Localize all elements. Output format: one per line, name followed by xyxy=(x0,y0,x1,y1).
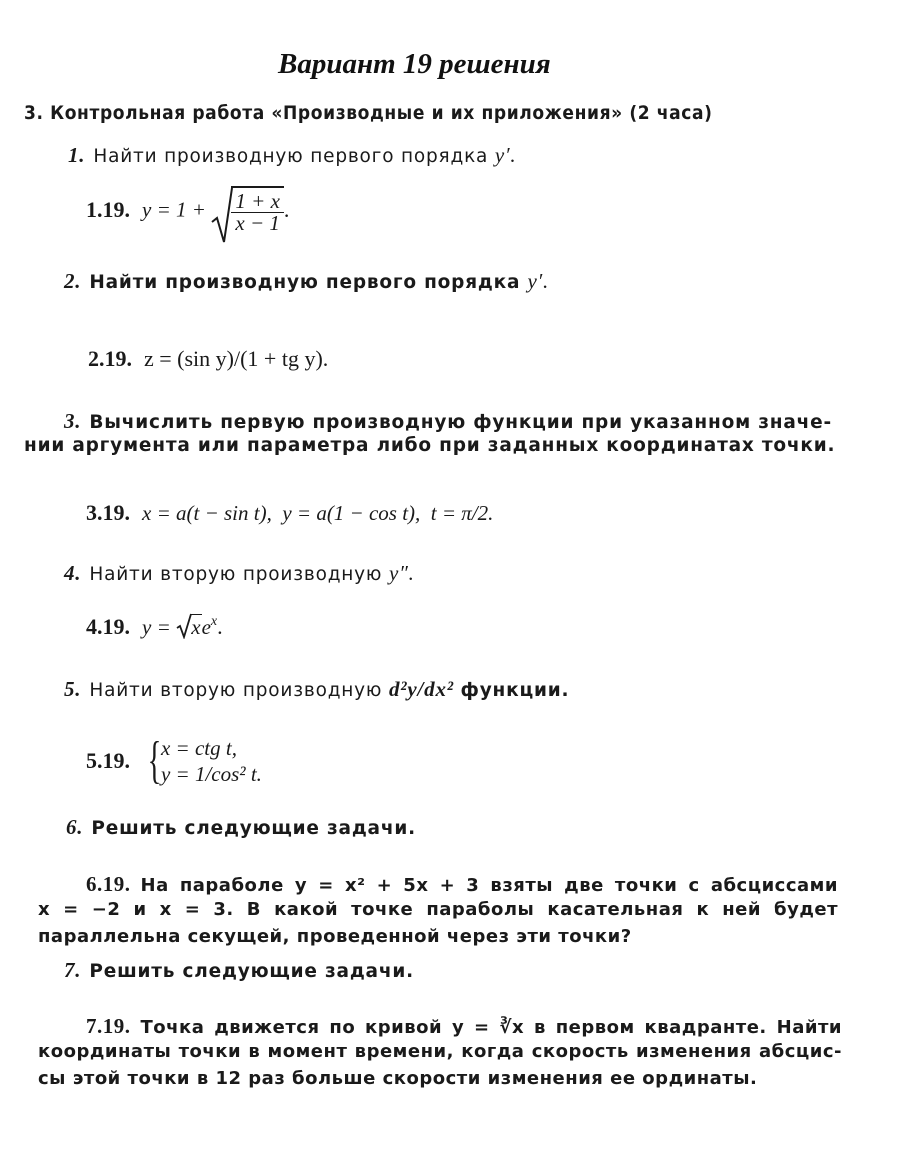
task-tail: функции. xyxy=(460,680,570,701)
task-6 xyxy=(66,817,416,839)
fraction-numerator: 1 + x xyxy=(231,191,284,213)
system-line-1: x = ctg t, xyxy=(160,736,237,760)
task-number: 7. xyxy=(64,958,82,982)
formula-exp-base: e xyxy=(201,615,211,639)
task-text: Решить следующие задачи. xyxy=(91,818,416,839)
problem-2-19 xyxy=(88,348,328,370)
task-5 xyxy=(64,679,569,701)
task-1 xyxy=(68,145,516,167)
problem-6-19-line-1 xyxy=(86,874,838,895)
problem-label: 3.19. xyxy=(86,500,130,525)
problem-label: 6.19. xyxy=(86,872,131,896)
problem-7-19-line-2 xyxy=(38,1043,842,1061)
problem-label: 1.19. xyxy=(86,197,130,222)
problem-5-19 xyxy=(86,732,262,790)
task-symbol: y′. xyxy=(494,143,517,167)
task-3-line-1 xyxy=(64,411,832,433)
task-number: 5. xyxy=(64,677,82,701)
task-symbol: d²y/dx² xyxy=(389,677,454,701)
equation-system xyxy=(161,735,262,788)
system-brace: { xyxy=(147,732,162,790)
page-title: Вариант 19 решения xyxy=(278,48,551,80)
problem-text: На параболе y = x² + 5x + 3 взяты две точки с абсциссами xyxy=(140,875,838,896)
task-number: 2. xyxy=(64,269,82,293)
task-4 xyxy=(64,563,415,585)
problem-label: 5.19. xyxy=(86,748,130,774)
problem-3-19 xyxy=(86,502,493,524)
problem-text: x = −2 и x = 3. В какой точке параболы касательная к ней будет xyxy=(38,899,838,920)
task-number: 3. xyxy=(64,409,82,433)
task-7 xyxy=(64,960,414,982)
task-text: Найти вторую производную xyxy=(89,680,383,701)
task-number: 6. xyxy=(66,815,84,839)
radical-sign-icon xyxy=(211,186,235,246)
problem-label: 4.19. xyxy=(86,614,130,639)
formula: x = a(t − sin t), y = a(1 − cos t), t = π/2. xyxy=(142,501,494,525)
task-number: 1. xyxy=(68,143,86,167)
section-heading: 3. Контрольная работа «Производные и их приложения» (2 часа) xyxy=(24,102,713,124)
problem-7-19-line-1 xyxy=(86,1016,842,1037)
problem-label: 7.19. xyxy=(86,1014,131,1038)
radicand: x xyxy=(191,615,201,639)
formula-lhs: y = 1 + xyxy=(142,197,206,222)
square-root xyxy=(176,616,201,638)
formula-lhs: y = xyxy=(142,615,171,639)
fraction-denominator: x − 1 xyxy=(235,211,280,235)
problem-label: 2.19. xyxy=(88,346,132,371)
task-2 xyxy=(64,271,549,293)
task-text: Найти производную первого порядка xyxy=(93,146,489,167)
task-text: Найти производную первого порядка xyxy=(89,272,521,293)
problem-6-19-line-2 xyxy=(38,901,838,919)
problem-text: Точка движется по кривой y = ∛x в первом квадранте. Найти xyxy=(140,1017,842,1038)
task-text: Решить следующие задачи. xyxy=(89,961,414,982)
formula-end: . xyxy=(283,197,290,222)
formula-end: . xyxy=(217,614,223,639)
task-3-line-2: нии аргумента или параметра либо при заданных координатах точки. xyxy=(24,435,836,456)
task-number: 4. xyxy=(64,561,82,585)
radical-sign-icon xyxy=(176,613,192,639)
task-symbol: y′. xyxy=(527,269,550,293)
square-root xyxy=(211,186,284,234)
task-text: Вычислить первую производную функции при указанном значе- xyxy=(89,412,832,433)
problem-text: координаты точки в момент времени, когда скорость изменения абсцис- xyxy=(38,1041,842,1062)
task-symbol: y″. xyxy=(389,561,415,585)
formula: z = (sin y)/(1 + tg y). xyxy=(144,346,329,371)
problem-4-19 xyxy=(86,615,223,638)
task-text: Найти вторую производную xyxy=(89,564,383,585)
formula-exponent: x xyxy=(210,614,218,629)
problem-1-19 xyxy=(86,186,289,234)
system-line-2: y = 1/cos² t. xyxy=(160,762,262,787)
fraction xyxy=(231,186,284,234)
problem-6-19-line-3: параллельна секущей, проведенной через эти точки? xyxy=(38,926,632,947)
problem-7-19-line-3: сы этой точки в 12 раз больше скорости изменения ее ординаты. xyxy=(38,1068,758,1089)
